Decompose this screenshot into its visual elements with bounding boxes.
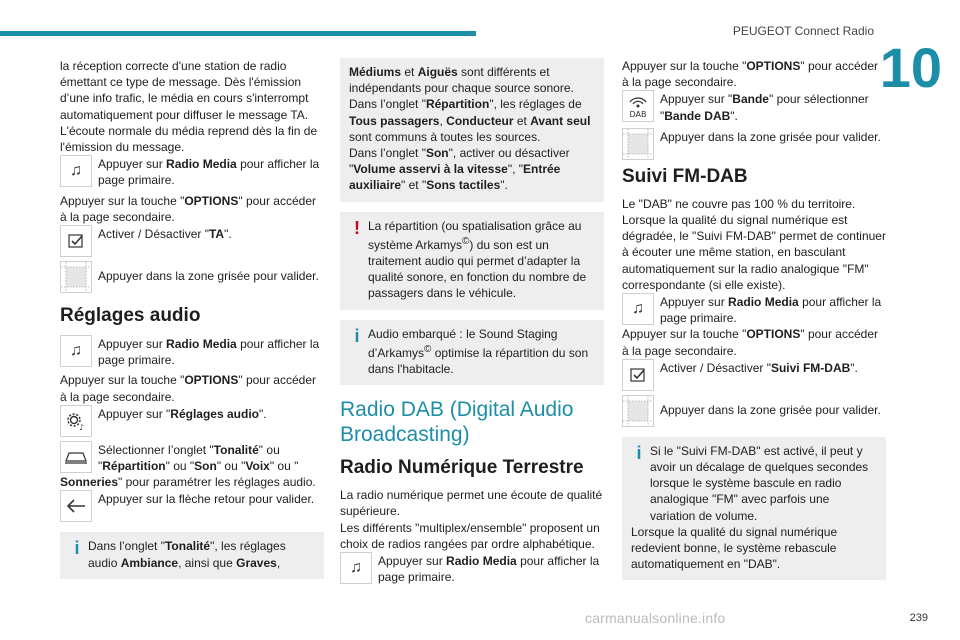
info-note: i Si le "Suivi FM-DAB" est activé, il peut y avoir un décalage de quelques secondes lorsque le système bascule en radio analogique "FM" avec parfois une variation de volume. Lorsque la qualité du signal numérique redevient bonne, le système rebascule automatiquement en "DAB".: [622, 437, 886, 581]
back-arrow-icon: [60, 490, 92, 522]
step-radio-media: ♫ Appuyer sur Radio Media pour afficher la page primaire.: [60, 335, 324, 368]
info-note: i Audio embarqué : le Sound Staging d’Arkamys© optimise la répartition du son dans l'habitacle.: [340, 320, 604, 386]
paragraph: La radio numérique permet une écoute de qualité supérieure.: [340, 488, 603, 519]
info-note-continued: Médiums et Aiguës sont différents et indépendants pour chaque source sonore. Dans l’onglet "Répartition", les réglages de Tous passagers, Conducteur et Avant seul sont communs à toutes les sources. Dans l’onglet "Son", activer ou désactiver "Volume asservi à la vitesse", "Entrée auxiliaire" et "Sons tactiles".: [340, 58, 604, 202]
grey-zone-icon: [622, 128, 654, 160]
paragraph: Appuyer sur la touche "OPTIONS" pour accéder à la page secondaire.: [622, 59, 878, 90]
checkbox-icon: [60, 225, 92, 257]
section-heading: Réglages audio: [60, 305, 201, 327]
step-radio-media: ♫ Appuyer sur Radio Media pour afficher la page primaire.: [60, 155, 324, 188]
dab-radio-icon: [622, 90, 654, 122]
step-select-tab: Sélectionner l’onglet "Tonalité" ou "Répartition" ou "Son" ou "Voix" ou ": [60, 441, 324, 474]
column-1: [60, 58, 324, 579]
chapter-section-title: Radio DAB (Digital Audio Broadcasting): [340, 398, 574, 447]
step-radio-media: ♫ Appuyer sur Radio Media pour afficher la page primaire.: [622, 293, 886, 326]
page-number: 239: [909, 612, 928, 624]
header-accent-bar: [0, 31, 476, 36]
info-icon: i: [74, 538, 80, 559]
paragraph: Le "DAB" ne couvre pas 100 % du territoire. Lorsque la qualité du signal numérique est dégradée, le "Suivi FM-DAB" permet de continuer à écouter une même station, en basculant automatiquement sur la radio analogique "FM" correspondante (si elle existe).: [622, 196, 886, 292]
info-note: i Dans l’onglet "Tonalité", les réglages audio Ambiance, ainsi que Graves,: [60, 532, 324, 578]
warning-note: ! La répartition (ou spatialisation grâce au système Arkamys©) du son est un traitement audio qui permet d’adapter la qualité sonore, en fonction du nombre de passagers dans le véhicule.: [340, 212, 604, 310]
info-icon: i: [636, 442, 642, 463]
music-note-icon: ♫: [340, 552, 372, 584]
step-back-arrow: Appuyer sur la flèche retour pour valider.: [60, 490, 324, 522]
step-audio-settings: ♪ Appuyer sur "Réglages audio".: [60, 405, 324, 437]
paragraph: Sonneries" pour paramétrer les réglages audio.: [60, 475, 316, 490]
grey-zone-icon: [622, 395, 654, 427]
music-note-icon: ♫: [622, 293, 654, 325]
checkbox-icon: [622, 359, 654, 391]
step-radio-media: ♫ Appuyer sur Radio Media pour afficher la page primaire.: [340, 552, 604, 585]
svg-text:♪: ♪: [79, 422, 85, 431]
tabs-icon: [60, 441, 92, 473]
step-band-dab: DAB Appuyer sur "Bande" pour sélectionner "Bande DAB".: [622, 90, 886, 123]
paragraph: Appuyer sur la touche "OPTIONS" pour accéder à la page secondaire.: [60, 373, 316, 404]
music-note-icon: ♫: [60, 335, 92, 367]
chapter-number: 10: [879, 36, 942, 99]
step-validate: Appuyer dans la zone grisée pour valider.: [622, 395, 886, 427]
header-title: PEUGEOT Connect Radio: [732, 24, 874, 38]
paragraph: Appuyer sur la touche "OPTIONS" pour accéder à la page secondaire.: [622, 327, 878, 358]
section-heading: Suivi FM-DAB: [622, 165, 748, 187]
svg-text:DAB: DAB: [629, 110, 647, 120]
section-heading: Radio Numérique Terrestre: [340, 457, 584, 479]
paragraph: la réception correcte d'une station de radio émettant ce type de message. Dès l'émission d’une info trafic, le média en cours s'interrompt automatiquement pour diffuser le message TA. L'écoute normale du média reprend dès la fin de l'émission du message.: [60, 59, 318, 155]
step-ta-toggle: Activer / Désactiver "TA".: [60, 225, 324, 257]
step-suivi-toggle: Activer / Désactiver "Suivi FM-DAB".: [622, 359, 886, 391]
column-3: [622, 58, 886, 580]
step-validate: Appuyer dans la zone grisée pour valider.: [622, 128, 886, 160]
step-validate: Appuyer dans la zone grisée pour valider.: [60, 261, 324, 293]
music-note-icon: ♫: [60, 155, 92, 187]
info-icon: i: [354, 325, 360, 346]
settings-gear-icon: [60, 405, 92, 437]
paragraph: Appuyer sur la touche "OPTIONS" pour accéder à la page secondaire.: [60, 193, 316, 224]
grey-zone-icon: [60, 261, 92, 293]
watermark: carmanualsonline.info: [585, 610, 726, 626]
warning-icon: !: [354, 217, 360, 238]
paragraph: Les différents "multiplex/ensemble" proposent un choix de radios rangées par ordre alphabétique.: [340, 520, 600, 551]
column-2: [340, 58, 604, 585]
